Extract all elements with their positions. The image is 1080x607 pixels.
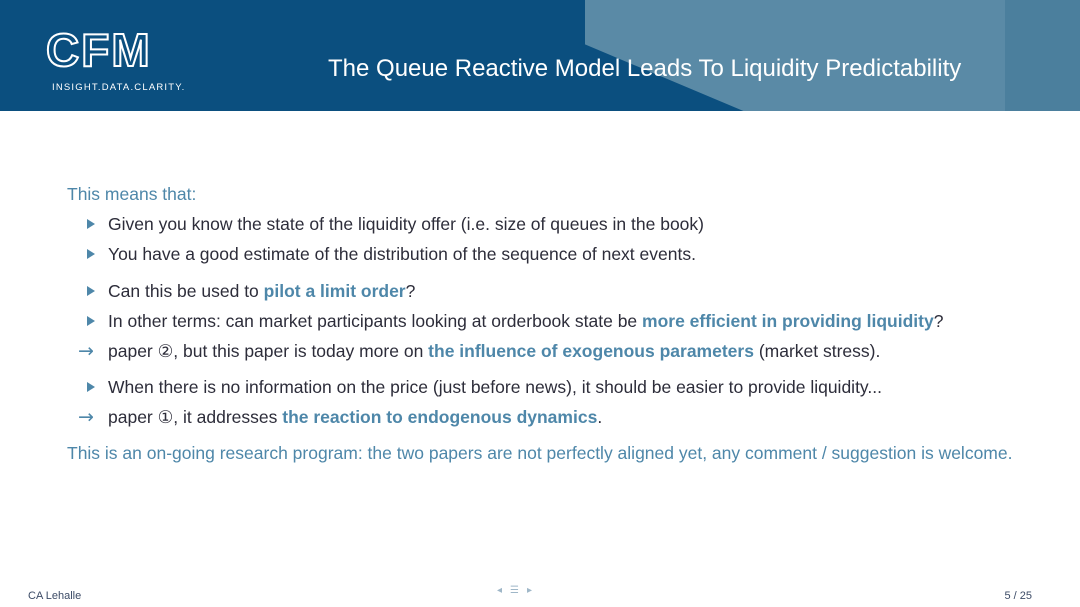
arrow-item [67,340,1027,362]
bullet-text: In other terms: can market participants looking at orderbook state be [108,311,643,331]
bullet-item [67,310,1027,332]
bullet-item [67,243,1027,265]
bullet-text: . [597,407,603,427]
cfm-logo-mark: CFM [46,24,152,76]
page-number: 5 / 25 [1004,590,1032,602]
intro-text: This means that: [67,184,197,204]
highlight-text: pilot a limit order [263,281,406,301]
bullet-text: Can this be used to [108,281,264,301]
nav-next-icon[interactable]: ▸ [527,585,533,596]
closing-text: This is an on-going research program: the two papers are not perfectly aligned yet, any comment / suggestion is welcome. [67,443,1013,463]
bullet-item [67,376,1027,398]
bullet-item [67,280,1027,302]
highlight-text: the reaction to endogenous dynamics [282,407,598,427]
footer-author: CA Lehalle [28,590,82,602]
bullet-item [67,213,1027,235]
triangle-bullet-icon [87,286,95,296]
arrow-item [67,406,1027,428]
right-arrow-icon: → [78,340,94,362]
cfm-logo [46,24,191,99]
bullet-text: ? [933,311,944,331]
nav-prev-icon[interactable]: ◂ [497,585,503,596]
triangle-bullet-icon [87,316,95,326]
right-arrow-icon: → [78,406,94,428]
bullet-text: (market stress). [753,341,881,361]
triangle-bullet-icon [87,249,95,259]
bullet-text: paper ①, it addresses [108,407,283,427]
slide-header [0,0,1080,111]
bullet-text: You have a good estimate of the distribution of the sequence of next events. [108,244,696,264]
highlight-text: more efficient in providing liquidity [642,311,934,331]
logo-tagline: INSIGHT.DATA.CLARITY. [52,82,186,93]
slide-navigation[interactable] [497,585,532,596]
slide-content [67,183,1027,464]
bullet-text: Given you know the state of the liquidity offer (i.e. size of queues in the book) [108,214,704,234]
bullet-text: When there is no information on the price (just before news), it should be easier to provide liquidity... [108,377,882,397]
header-decoration-right [1005,0,1080,111]
triangle-bullet-icon [87,382,95,392]
highlight-text: the influence of exogenous parameters [428,341,754,361]
slide-title: The Queue Reactive Model Leads To Liquidity Predictability [328,55,962,82]
triangle-bullet-icon [87,219,95,229]
bullet-text: paper ②, but this paper is today more on [108,341,429,361]
bullet-text: ? [405,281,416,301]
nav-menu-icon[interactable]: ☰ [510,585,519,596]
